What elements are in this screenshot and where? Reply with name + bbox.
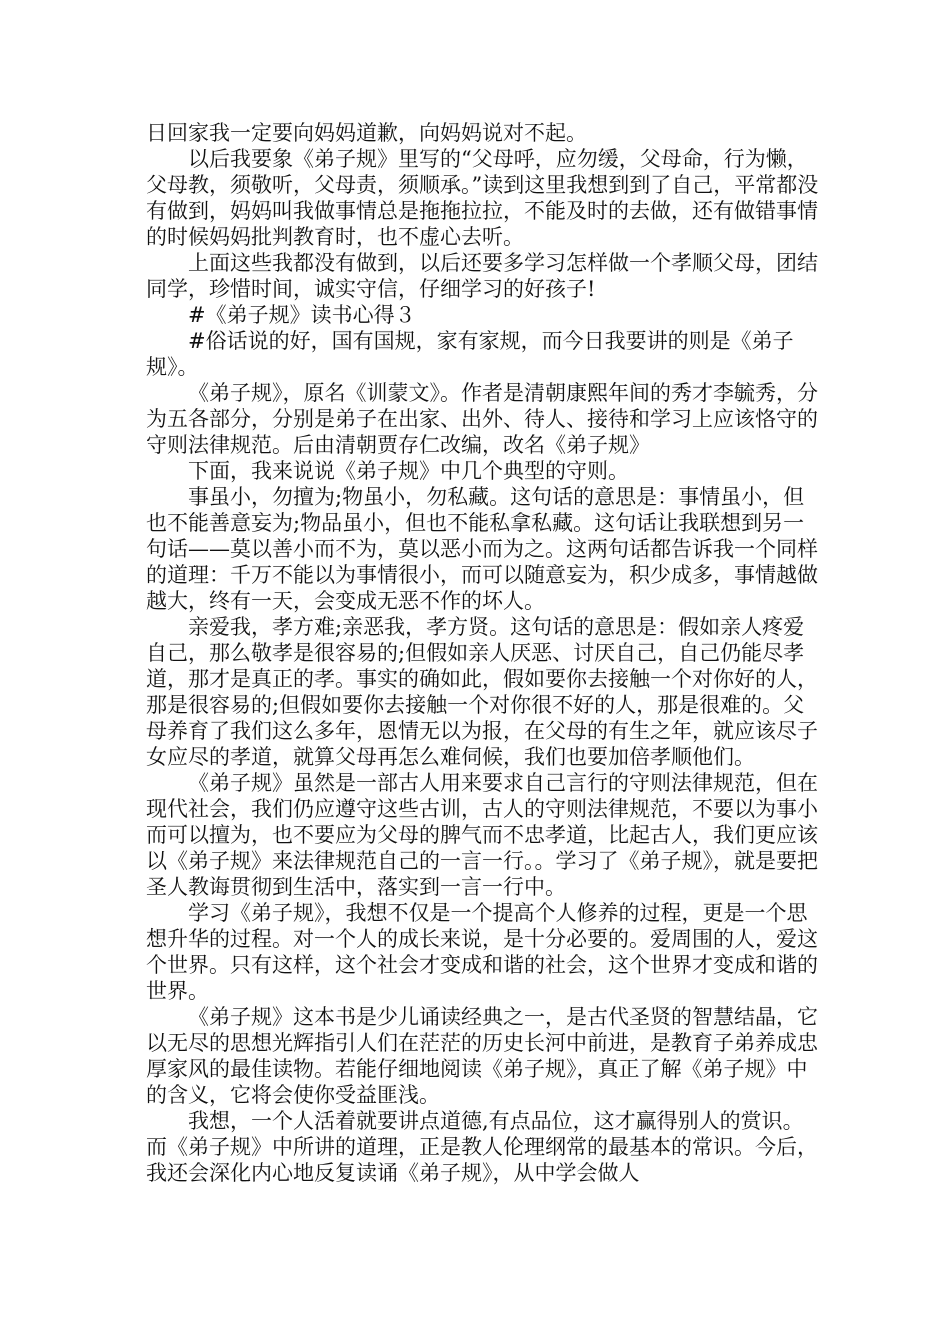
section-heading: #《弟子规》读书心得３ [188,303,416,327]
paragraph-continuation: 日回家我一定要向妈妈道歉，向妈妈说对不起。 [146,121,587,145]
paragraph: 下面，我来说说《弟子规》中几个典型的守则。 [188,459,629,483]
paragraph: 《弟子规》，原名《训蒙文》。作者是清朝康熙年间的秀才李毓秀，分为五各部分，分别是弟子在出家、出外、待人、接待和学习上应该恪守的守则法律规范。后由清朝贾存仁改编，改名《弟子规》 [146,381,818,457]
paragraph: 亲爱我，孝方难;亲恶我，孝方贤。这句话的意思是：假如亲人疼爱自己，那么敬孝是很容易的;但假如亲人厌恶、讨厌自己，自己仍能尽孝道，那才是真正的孝。事实的确如此，假如要你去接触一个对你好的人，那是很容易的;但假如要你去接触一个对你很不好的人，那是很难的。父母养育了我们这么多年，恩情无以为报，在父母的有生之年，就应该尽子女应尽的孝道，就算父母再怎么难伺候，我们也要加倍孝顺他们。 [146,615,818,769]
paragraph: 《弟子规》这本书是少儿诵读经典之一，是古代圣贤的智慧结晶，它以无尽的思想光辉指引人们在茫茫的历史长河中前进，是教育子弟养成忠厚家风的最佳读物。若能仔细地阅读《弟子规》，真正了解《弟子规》中的含义，它将会使你受益匪浅。 [146,1005,818,1107]
paragraph: 学习《弟子规》，我想不仅是一个提高个人修养的过程，更是一个思想升华的过程。对一个人的成长来说，是十分必要的。爱周围的人，爱这个世界。只有这样，这个社会才变成和谐的社会，这个世界才变成和谐的世界。 [146,901,818,1003]
paragraph: 《弟子规》虽然是一部古人用来要求自己言行的守则法律规范，但在现代社会，我们仍应遵守这些古训，古人的守则法律规范，不要以为事小而可以擅为，也不要应为父母的脾气而不忠孝道，比起古人，我们更应该以《弟子规》来法律规范自己的一言一行。。学习了《弟子规》，就是要把圣人教诲贯彻到生活中，落实到一言一行中。 [146,771,818,899]
paragraph: 事虽小，勿擅为;物虽小，勿私藏。这句话的意思是：事情虽小，但也不能善意妄为;物品虽小，但也不能私拿私藏。这句话让我联想到另一句话——莫以善小而不为，莫以恶小而为之。这两句话都告诉我一个同样的道理：千万不能以为事情很小，而可以随意妄为，积少成多，事情越做越大，终有一天，会变成无恶不作的坏人。 [146,485,818,613]
document-body [146,120,822,1186]
paragraph: 我想，一个人活着就要讲点道德,有点品位，这才赢得别人的赏识。而《弟子规》中所讲的道理，正是教人伦理纲常的最基本的常识。今后，我还会深化内心地反复读诵《弟子规》，从中学会做人 [146,1109,818,1185]
paragraph: #俗话说的好，国有国规，家有家规，而今日我要讲的则是《弟子规》。 [146,329,794,379]
paragraph: 上面这些我都没有做到，以后还要多学习怎样做一个孝顺父母，团结同学，珍惜时间，诚实守信，仔细学习的好孩子! [146,251,818,301]
paragraph: 以后我要象《弟子规》里写的“父母呼，应勿缓，父母命，行为懒，父母教，须敬听，父母责，须顺承。”读到这里我想到到了自己，平常都没有做到，妈妈叫我做事情总是拖拖拉拉，不能及时的去做，还有做错事情的时候妈妈批判教育时，也不虚心去听。 [146,147,819,249]
